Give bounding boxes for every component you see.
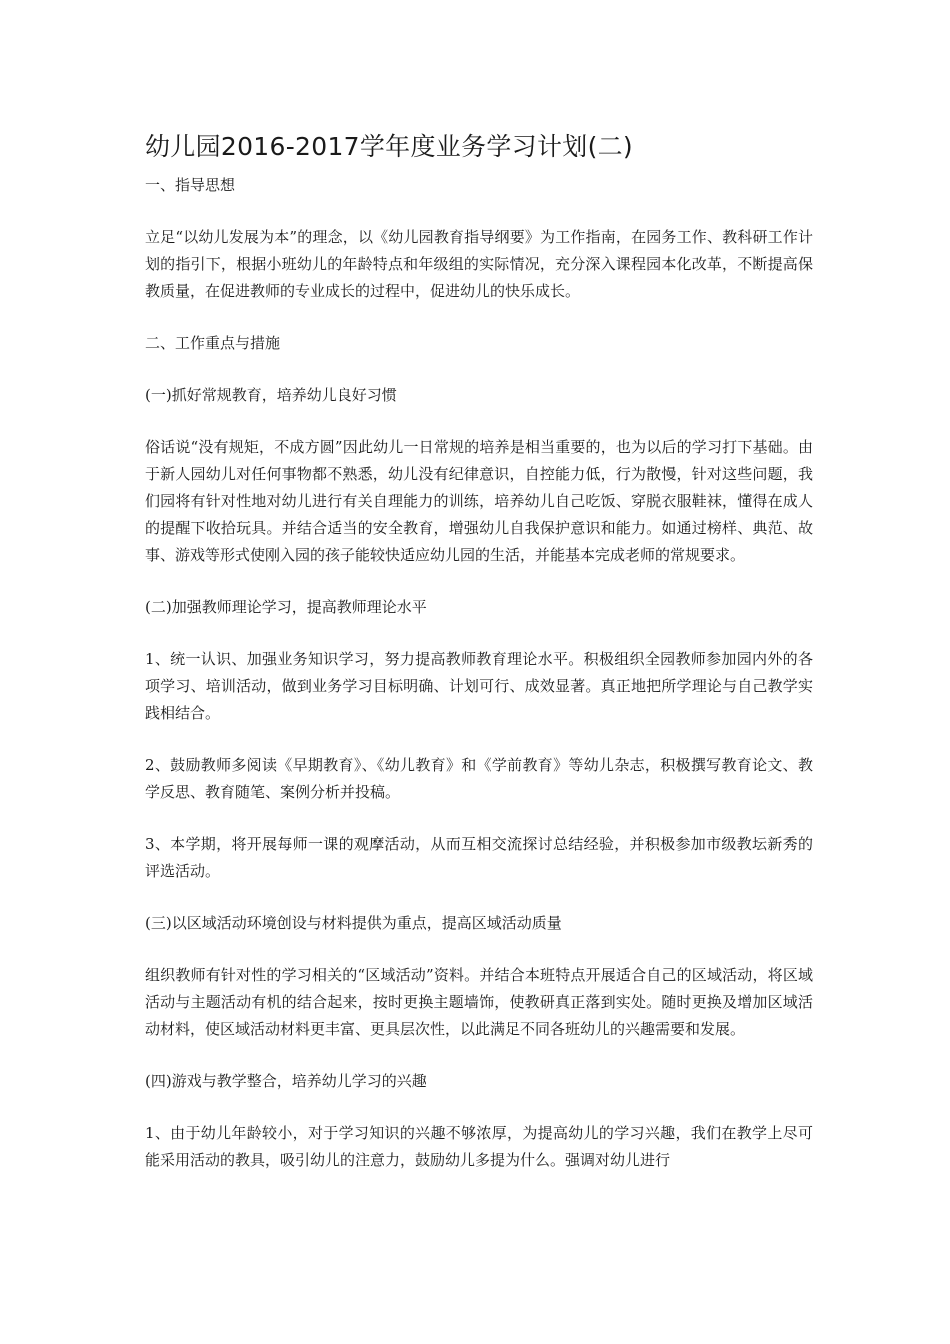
document-page <box>145 130 813 1199</box>
subsection-paragraph-area-activities: 组织教师有针对性的学习相关的“区域活动”资料。并结合本班特点开展适合自己的区域活动，将区域活动与主题活动有机的结合起来，按时更换主题墙饰，使教研真正落到实处。随时更换及增加区域活动材料，使区域活动材料更丰富、更具层次性，以此满足不同各班幼儿的兴趣需要和发展。 <box>145 966 813 1038</box>
subsection-heading-area-activities: (三)以区域活动环境创设与材料提供为重点，提高区域活动质量 <box>145 914 562 932</box>
document-title: 幼儿园2016-2017学年度业务学习计划(二) <box>145 132 633 161</box>
list-item-games-teaching-1: 1、由于幼儿年龄较小，对于学习知识的兴趣不够浓厚，为提高幼儿的学习兴趣，我们在教学上尽可能采用活动的教具，吸引幼儿的注意力，鼓励幼儿多提为什么。强调对幼儿进行 <box>145 1124 813 1169</box>
list-item-teacher-theory-1: 1、统一认识、加强业务知识学习，努力提高教师教育理论水平。积极组织全园教师参加园内外的各项学习、培训活动，做到业务学习目标明确、计划可行、成效显著。真正地把所学理论与自己教学实践相结合。 <box>145 650 813 722</box>
section-heading-work-focus: 二、工作重点与措施 <box>145 334 281 352</box>
list-item-teacher-theory-3: 3、本学期，将开展每师一课的观摩活动，从而互相交流探讨总结经验，并积极参加市级教坛新秀的评选活动。 <box>145 835 813 880</box>
section-paragraph-guiding-ideology: 立足“以幼儿发展为本”的理念，以《幼儿园教育指导纲要》为工作指南，在园务工作、教科研工作计划的指引下，根据小班幼儿的年龄特点和年级组的实际情况，充分深入课程园本化改革，不断提高保教质量，在促进教师的专业成长的过程中，促进幼儿的快乐成长。 <box>145 228 813 300</box>
subsection-heading-routine-education: (一)抓好常规教育，培养幼儿良好习惯 <box>145 386 397 404</box>
list-item-teacher-theory-2: 2、鼓励教师多阅读《早期教育》、《幼儿教育》和《学前教育》等幼儿杂志，积极撰写教育论文、教学反思、教育随笔、案例分析并投稿。 <box>145 756 813 801</box>
subsection-heading-games-teaching: (四)游戏与教学整合，培养幼儿学习的兴趣 <box>145 1072 427 1090</box>
section-heading-guiding-ideology: 一、指导思想 <box>145 176 236 194</box>
subsection-heading-teacher-theory: (二)加强教师理论学习，提高教师理论水平 <box>145 598 427 616</box>
subsection-paragraph-routine-education: 俗话说“没有规矩，不成方圆”因此幼儿一日常规的培养是相当重要的，也为以后的学习打下基础。由于新人园幼儿对任何事物都不熟悉，幼儿没有纪律意识，自控能力低，行为散慢，针对这些问题，我们园将有针对性地对幼儿进行有关自理能力的训练，培养幼儿自己吃饭、穿脱衣服鞋袜，懂得在成人的提醒下收拾玩具。并结合适当的安全教育，增强幼儿自我保护意识和能力。如通过榜样、典范、故事、游戏等形式使刚入园的孩子能较快适应幼儿园的生活，并能基本完成老师的常规要求。 <box>145 438 813 564</box>
